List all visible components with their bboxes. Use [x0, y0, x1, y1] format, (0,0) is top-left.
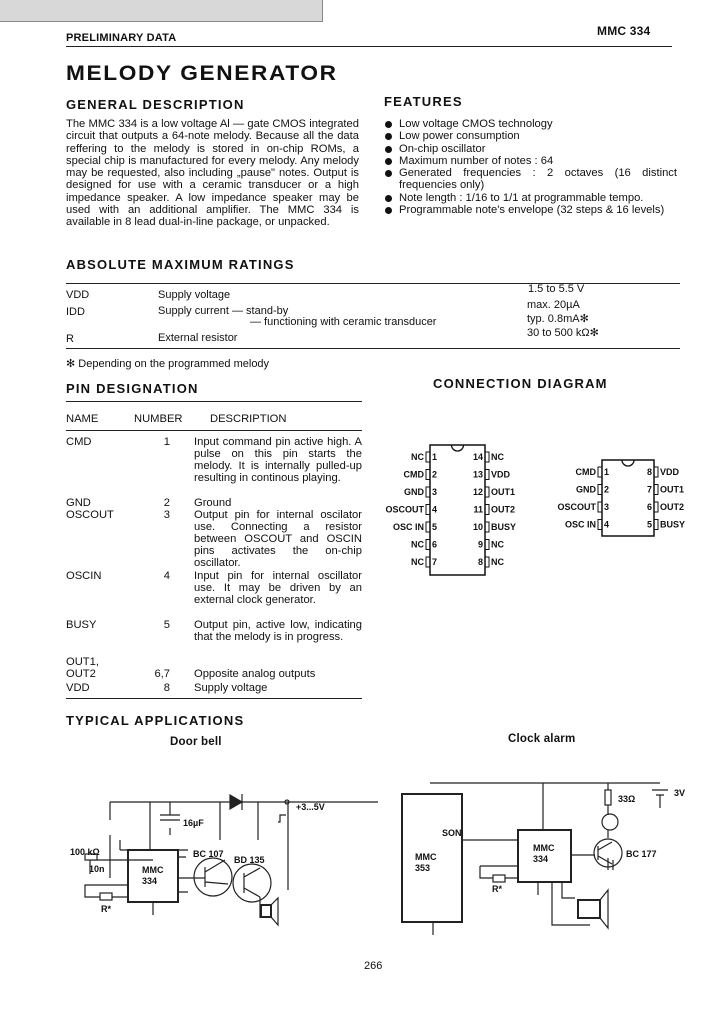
supply-label: +3...5V	[296, 802, 325, 812]
pin-label: OUT1	[491, 487, 516, 497]
list-item: On-chip oscillator	[384, 143, 677, 155]
pin-name: CMD	[66, 436, 92, 448]
pin-label: OUT1	[660, 484, 685, 495]
section-heading: PIN DESIGNATION	[66, 381, 199, 396]
rating-symbol: R	[66, 333, 74, 345]
chip-label: 334	[142, 876, 158, 886]
pin-name: OSCIN	[66, 570, 102, 582]
rating-value: typ. 0.8mA✻	[527, 313, 589, 325]
divider	[66, 283, 680, 284]
footnote: ✻ Depending on the programmed melody	[66, 358, 270, 370]
pin-number: 3	[604, 502, 610, 512]
section-heading: ABSOLUTE MAXIMUM RATINGS	[66, 257, 295, 272]
resistor-label: R*	[101, 904, 112, 914]
pin-desc: Supply voltage	[194, 682, 268, 694]
part-number: MMC 334	[597, 24, 651, 38]
rating-desc: Supply current — stand-by	[158, 305, 289, 317]
dip14-package	[385, 445, 516, 575]
pin-number: 6,7	[154, 668, 170, 680]
divider	[66, 430, 362, 431]
column-header: NAME	[66, 413, 99, 425]
pin-number: 1	[604, 467, 610, 477]
pin-name: VDD	[66, 682, 90, 694]
pin-desc: Output pin, active low, indicating that the melody is in progress.	[194, 619, 362, 643]
chip-label: 353	[415, 863, 431, 873]
resistor-label: 33Ω	[618, 794, 636, 804]
door-bell-title: Door bell	[170, 736, 222, 748]
list-item: Note length : 1/16 to 1/1 at programmable tempo.	[384, 192, 677, 204]
pin-number: 1	[163, 436, 170, 448]
pin-number: 8	[163, 682, 170, 694]
pin-desc: Output pin for internal oscilator use. Connecting a resistor between OSCOUT and OSCIN pins activates the on-chip oscillator.	[194, 509, 362, 569]
pin-label: BUSY	[660, 519, 686, 530]
pin-number: 4	[163, 570, 170, 582]
pin-desc: Ground	[194, 497, 232, 509]
pin-number: 2	[604, 484, 610, 495]
pin-number: 5	[646, 519, 652, 530]
dip8-package	[557, 460, 685, 536]
pin-number: 5	[163, 619, 170, 631]
features-list	[384, 118, 677, 216]
pin-desc: Input command pin active high. A pulse on this pin starts the melody. It is internally pulled-up resulting in continous playing.	[194, 436, 362, 484]
pin-name: OUT1, OUT2	[66, 656, 99, 680]
list-item: Programmable note's envelope (32 steps & 16 levels)	[384, 204, 677, 216]
pin-name: OSCOUT	[66, 509, 114, 521]
pin-number: 10	[472, 522, 483, 532]
pin-number: 12	[472, 487, 483, 497]
rating-desc: — functioning with ceramic transducer	[250, 316, 437, 328]
rating-desc: Supply voltage	[158, 289, 231, 301]
resistor-label: 100 kΩ	[70, 847, 100, 857]
pin-label: OSCOUT	[557, 502, 596, 512]
section-heading: CONNECTION DIAGRAM	[433, 376, 608, 391]
pin-label: VDD	[660, 467, 680, 477]
rating-value: max. 20µA	[527, 299, 580, 311]
page-title: MELODY GENERATOR	[66, 62, 338, 85]
capacitor-label: 16µF	[183, 818, 204, 828]
door-bell-schematic	[60, 760, 380, 935]
pin-label: OSC IN	[564, 519, 596, 530]
transistor-label: BD 135	[234, 855, 265, 865]
pin-label: OUT2	[491, 504, 516, 515]
pin-label: NC	[491, 557, 504, 567]
pin-label: CMD	[403, 469, 424, 480]
pin-label: NC	[491, 452, 504, 462]
pin-number: 14	[472, 452, 483, 462]
pin-label: NC	[411, 539, 424, 550]
section-heading: FEATURES	[384, 94, 463, 109]
divider	[66, 401, 362, 402]
pin-label: GND	[576, 484, 596, 495]
rating-symbol: IDD	[66, 306, 85, 318]
list-item: Low voltage CMOS technology	[384, 118, 677, 130]
divider	[66, 46, 672, 47]
pin-number: 6	[432, 539, 438, 550]
pin-number: 8	[646, 467, 652, 477]
list-item: Maximum number of notes : 64	[384, 155, 677, 167]
pin-label: CMD	[575, 467, 596, 477]
pin-name: GND	[66, 497, 91, 509]
pin-label: VDD	[491, 469, 511, 480]
pin-label: BUSY	[491, 522, 517, 532]
chip-label: 334	[533, 854, 549, 864]
pin-desc: Opposite analog outputs	[194, 668, 316, 680]
chip-label: MMC	[142, 865, 164, 875]
pin-label: SON	[442, 828, 462, 838]
pin-label: NC	[491, 539, 504, 550]
connection-diagram	[380, 430, 700, 590]
capacitor-label: 10n	[89, 864, 105, 874]
list-item: Low power consumption	[384, 130, 677, 142]
pin-number: 8	[477, 557, 483, 567]
pin-label: NC	[411, 557, 424, 567]
pin-number: 13	[472, 469, 483, 480]
clock-alarm-title: Clock alarm	[508, 733, 576, 745]
chip-label: MMC	[533, 843, 555, 853]
divider	[66, 698, 362, 699]
list-item: Generated frequencies : 2 octaves (16 distinct frequencies only)	[384, 167, 677, 192]
pin-number: 9	[477, 539, 483, 550]
pin-number: 1	[432, 452, 438, 462]
pin-label: OSC IN	[392, 522, 424, 532]
pin-name: BUSY	[66, 619, 97, 631]
pin-number: 7	[432, 557, 438, 567]
pin-number: 2	[432, 469, 438, 480]
pin-label: NC	[411, 452, 424, 462]
pin-label: GND	[404, 487, 424, 497]
pin-number: 3	[432, 487, 438, 497]
resistor-label: R*	[492, 884, 503, 894]
transistor-label: BC 107	[193, 849, 224, 859]
pin-number: 2	[163, 497, 170, 509]
pin-label: OUT2	[660, 502, 685, 512]
pin-number: 6	[646, 502, 652, 512]
section-heading: GENERAL DESCRIPTION	[66, 97, 245, 112]
pin-number: 3	[163, 509, 170, 521]
chip-label: MMC	[415, 852, 437, 862]
general-description-text: The MMC 334 is a low voltage Al — gate CMOS integrated circuit that outputs a 64-note melody. Because all the data reffering to the melody is stored in on-chip ROMs, a special chip is manufactured for every melody. Any melody may be requested, also including „pause" notes. Output is designed for use with a ceramic transducer or a high impedance speaker. A low impedance speaker may be used with an additional amplifier. The MMC 334 is available in 8 lead dual-in-line package, or unpacked.	[66, 118, 359, 229]
pin-label: OSCOUT	[385, 504, 424, 515]
rating-value: 1.5 to 5.5 V	[528, 283, 585, 295]
pin-number: 11	[473, 504, 483, 515]
pin-number: 4	[604, 519, 610, 530]
page-number: 266	[364, 960, 383, 972]
clock-alarm-schematic	[390, 760, 700, 950]
supply-label: 3V	[674, 788, 686, 798]
column-header: NUMBER	[134, 413, 183, 425]
pin-number: 7	[646, 484, 652, 495]
pin-number: 4	[432, 504, 438, 515]
preliminary-label: PRELIMINARY DATA	[66, 32, 177, 44]
rating-desc: External resistor	[158, 332, 238, 344]
rating-value: 30 to 500 kΩ✻	[527, 327, 599, 339]
section-heading: TYPICAL APPLICATIONS	[66, 713, 245, 728]
divider	[66, 348, 680, 349]
rating-symbol: VDD	[66, 289, 90, 301]
scan-header-bar	[0, 0, 323, 22]
pin-desc: Input pin for internal oscillator use. It may be driven by an external clock generator.	[194, 570, 362, 606]
transistor-label: BC 177	[626, 849, 657, 859]
pin-number: 5	[432, 522, 438, 532]
column-header: DESCRIPTION	[210, 413, 287, 425]
